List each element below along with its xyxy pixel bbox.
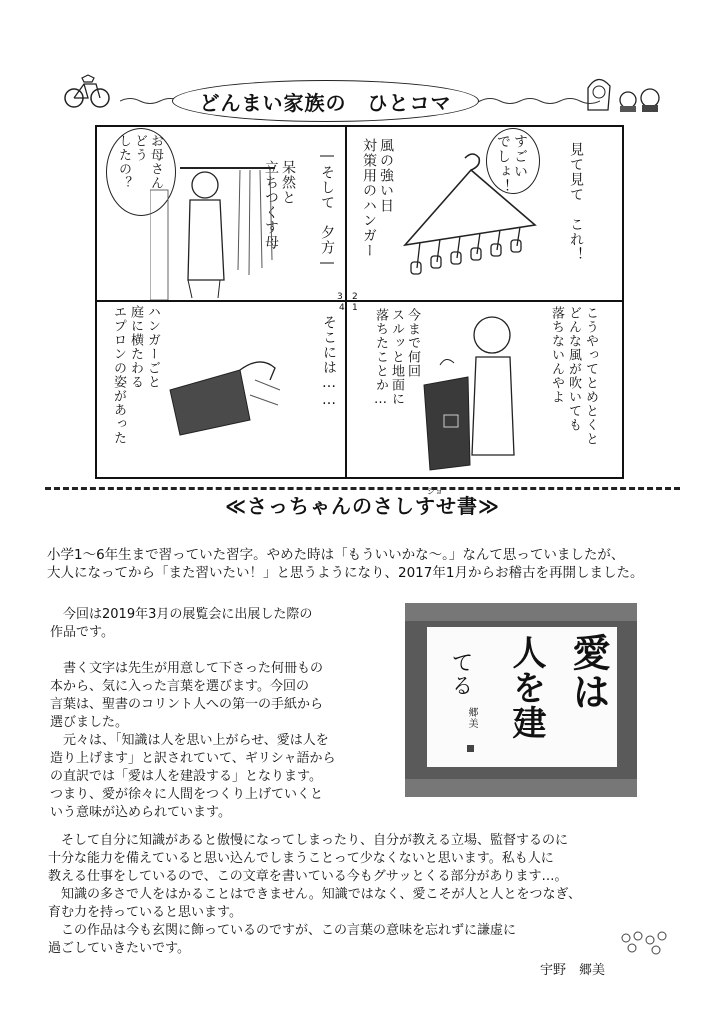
bottom-line: そして自分に知識があると傲慢になってしまったり、自分が教える立場、監督するのに [48, 833, 569, 848]
left-line: 今回は2019年3月の展覧会に出展した際の [50, 607, 313, 622]
daughter-with-apron-illustration [410, 305, 530, 475]
panel2-bubble: お母さん どう したの？ [116, 134, 163, 190]
section-title: ≪さっちゃんのさしすせ書≫ [225, 494, 500, 518]
panel3-bubble: こうやってとめとくと どんな風が吹いても 落ちないんやよ [549, 306, 598, 446]
panel2-caption: ―そして 夕方― [319, 148, 335, 272]
hanger-illustration [395, 150, 545, 280]
author-name: 宇野 郷美 [540, 963, 606, 978]
mother-at-laundry-illustration [150, 150, 290, 300]
calligraphy-top-band [405, 603, 637, 621]
left-line: 本から、気に入った言葉を選びます。今回の [50, 679, 309, 694]
section-title-ruby: ショ [427, 487, 443, 496]
panel1-bubble1: 見て見て これ！ [568, 142, 584, 262]
left-line: 作品です。 [50, 625, 114, 640]
comic-horizontal-divider [95, 300, 624, 302]
calligraphy-column-3: てる [448, 651, 473, 697]
calligraphy-signature: 郷美 [466, 707, 477, 729]
calligraphy-column-2: 人を建 [506, 635, 546, 740]
panel-number-2: 2 [352, 292, 358, 302]
panel-number-1: 1 [352, 303, 358, 313]
left-line: の直訳では「愛は人を建設する」となります。 [50, 769, 322, 784]
calligraphy-paper [427, 627, 617, 767]
panel1-bubble-frame [555, 140, 613, 295]
panel4-narration: ハンガーごと 庭に横たわる エプロンの姿があった [111, 305, 160, 445]
calligraphy-artwork [405, 603, 637, 797]
bottom-line: この作品は今も玄関に飾っているのですが、この言葉の意味を忘れずに謙虚に [48, 923, 517, 938]
mascot-characters-icon [578, 70, 664, 116]
panel-number-3: 3 [337, 292, 343, 302]
left-line: 選びました。 [50, 715, 129, 730]
intro-line-2: 大人になってから「また習いたい！」と思うようになり、2017年1月からお稽古を再開しました。 [47, 565, 644, 581]
comic-vertical-divider [345, 125, 347, 477]
panel4-caption: そこには…… [321, 315, 337, 409]
bottom-line: 教える仕事をしているので、この文章を書いている今もグサッとくる部分があります…。 [48, 869, 568, 884]
calligraphy-bottom-band [405, 779, 637, 797]
panel2-narration: 呆然と 立ちつくす母 [263, 160, 296, 250]
left-line: 造り上げます」と訳されていて、ギリシャ語から [50, 751, 336, 766]
header-title-text: どんまい家族の ひとコマ [199, 90, 452, 115]
left-line: つまり、愛が徐々に人間をつくり上げていくと [50, 787, 324, 802]
calligraphy-seal [467, 745, 474, 752]
panel3-narration: 今まで何回 スルッと地面に 落ちたことか… [373, 308, 420, 408]
bottom-line: 知識の多さで人をはかることはできません。知識ではなく、愛こそが人と人とをつなぎ、 [48, 887, 582, 902]
left-line: 言葉は、聖書のコリント人への第一の手紙から [50, 697, 324, 712]
panel-number-4: 4 [339, 303, 345, 313]
flower-decoration-icon [618, 928, 674, 956]
header-title [172, 80, 479, 122]
bottom-line: 育む力を持っていると思います。 [48, 905, 242, 920]
bottom-line: 過ごしていきたいです。 [48, 941, 190, 956]
intro-line-1: 小学1～6年生まで習っていた習字。やめた時は「もういいかな～。」なんて思っていましたが、 [47, 547, 625, 563]
calligraphy-column-1: 愛は [566, 633, 611, 711]
left-line: 書く文字は先生が用意して下さった何冊もの [50, 661, 324, 676]
left-line: 元々は、「知識は人を思い上がらせ、愛は人を [50, 733, 329, 748]
panel1-caption: 風の強い日 対策用のハンガー [361, 138, 394, 258]
fallen-apron-illustration [160, 350, 290, 440]
panel1-bubble2: すごい でしょ！ [495, 134, 528, 194]
bottom-line: 十分な能力を備えていると思い込んでしまうことって少なくないと思います。私も人に [48, 851, 554, 866]
left-line: いう意味が込められています。 [50, 805, 231, 820]
bicycle-icon [62, 72, 112, 108]
